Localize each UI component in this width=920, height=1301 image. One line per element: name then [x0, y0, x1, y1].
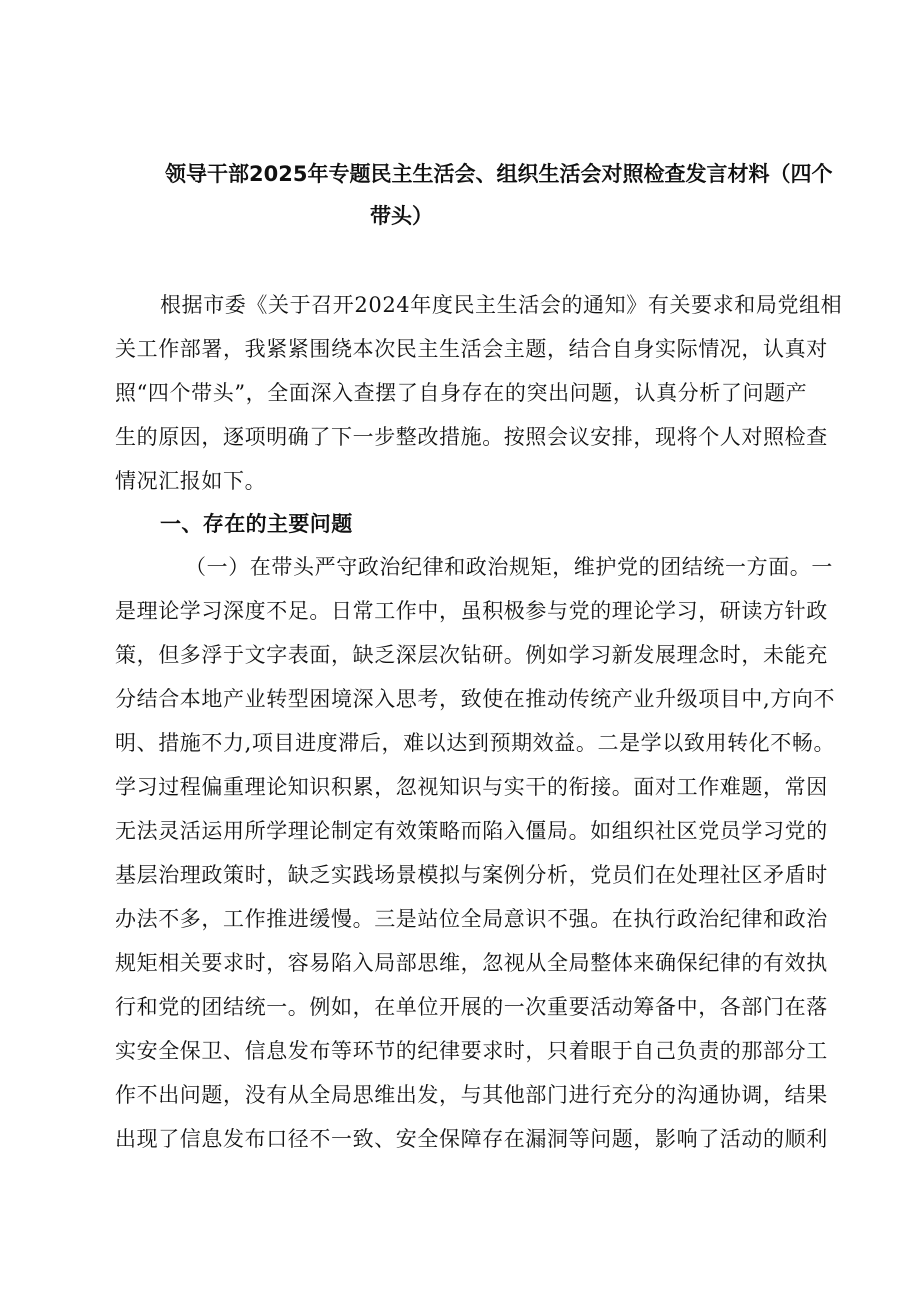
- body-line-3: 策，但多浮于文字表面，缺乏深层次钻研。例如学习新发展理念时，未能充: [115, 643, 828, 667]
- body-line-9: 办法不多，工作推进缓慢。三是站位全局意识不强。在执行政治纪律和政治: [115, 907, 828, 931]
- body-line-2: 是理论学习深度不足。日常工作中，虽积极参与党的理论学习，研读方针政: [115, 599, 828, 623]
- body-line-5: 明、措施不力,项目进度滞后，难以达到预期效益。二是学以致用转化不畅。: [115, 731, 836, 755]
- document-title-line-1: 领导干部2025年专题民主生活会、组织生活会对照检查发言材料（四个: [165, 162, 833, 186]
- intro-line-5: 情况汇报如下。: [115, 469, 267, 493]
- body-line-12: 实安全保卫、信息发布等环节的纪律要求时，只着眼于自己负责的那部分工: [115, 1039, 828, 1063]
- body-line-1: （一）在带头严守政治纪律和政治规矩，维护党的团结统一方面。一: [185, 555, 833, 579]
- intro-line-3: 照“四个带头”，全面深入查摆了自身存在的突出问题，认真分析了问题产: [115, 381, 808, 405]
- body-line-11: 行和党的团结统一。例如，在单位开展的一次重要活动筹备中，各部门在落: [115, 995, 828, 1019]
- body-line-4: 分结合本地产业转型困境深入思考，致使在推动传统产业升级项目中,方向不: [115, 687, 836, 711]
- intro-line-1: 根据市委《关于召开2024年度民主生活会的通知》有关要求和局党组相: [160, 293, 843, 317]
- document-title-line-2: 带头）: [370, 204, 433, 228]
- intro-line-4: 生的原因，逐项明确了下一步整改措施。按照会议安排，现将个人对照检查: [115, 425, 828, 449]
- intro-line-2: 关工作部署，我紧紧围绕本次民主生活会主题，结合自身实际情况，认真对: [115, 337, 828, 361]
- body-line-6: 学习过程偏重理论知识积累，忽视知识与实干的衔接。面对工作难题，常因: [115, 775, 828, 799]
- body-line-14: 出现了信息发布口径不一致、安全保障存在漏洞等问题，影响了活动的顺利: [115, 1127, 828, 1151]
- body-line-8: 基层治理政策时，缺乏实践场景模拟与案例分析，党员们在处理社区矛盾时: [115, 863, 828, 887]
- section-heading: 一、存在的主要问题: [160, 512, 353, 536]
- body-line-7: 无法灵活运用所学理论制定有效策略而陷入僵局。如组织社区党员学习党的: [115, 819, 828, 843]
- body-line-13: 作不出问题，没有从全局思维出发，与其他部门进行充分的沟通协调，结果: [115, 1083, 828, 1107]
- body-line-10: 规矩相关要求时，容易陷入局部思维，忽视从全局整体来确保纪律的有效执: [115, 951, 828, 975]
